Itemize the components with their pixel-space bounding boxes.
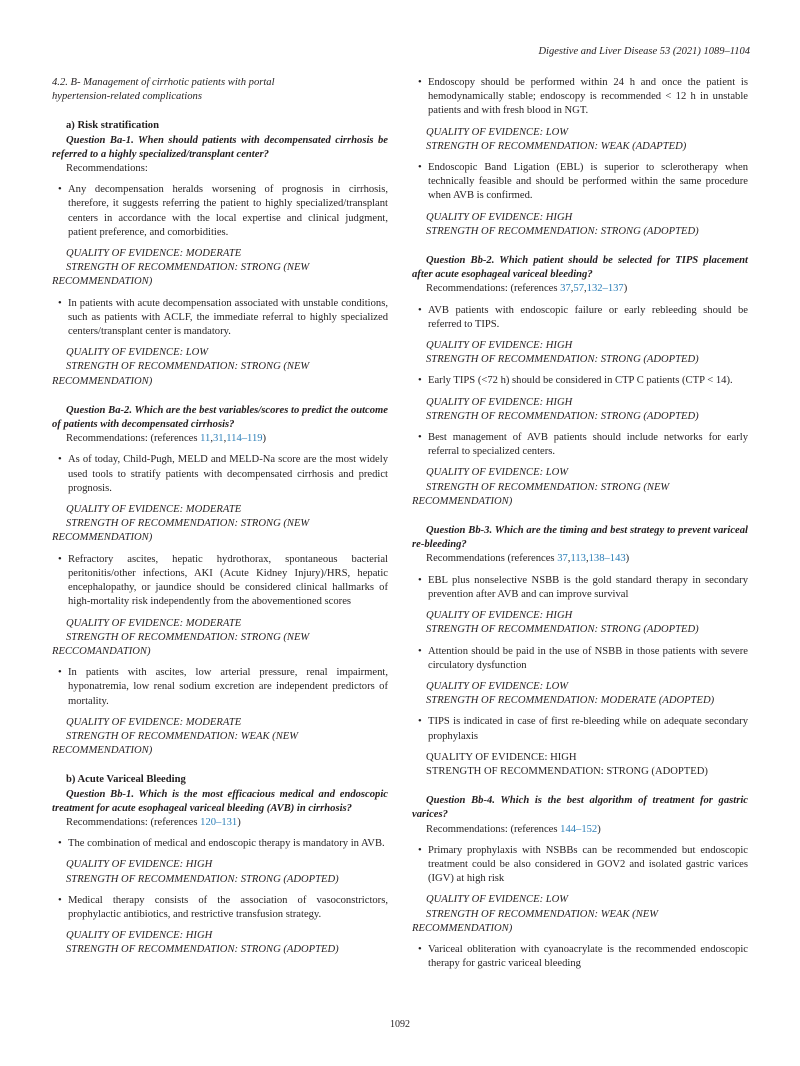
list-item: • Best management of AVB patients should include networks for early referral to specialized centers.: [412, 431, 748, 459]
reference-link[interactable]: 138–143: [588, 553, 626, 565]
strength-of-recommendation: STRENGTH OF RECOMMENDATION: STRONG (NEW RECOMMENDATION): [52, 518, 310, 544]
list-item: • Refractory ascites, hepatic hydrothorax, spontaneous bacterial peritonitis/other infections, AKI (Acute Kidney Injury)/HRS, hepatic encephalopathy, or jaundice should be considered clinical hallmarks of high-mortality risk independently from the abovementioned scores: [52, 553, 388, 610]
quality-of-evidence: QUALITY OF EVIDENCE: LOW: [426, 894, 569, 906]
reference-link[interactable]: 11: [200, 433, 211, 445]
strength-of-recommendation: STRENGTH OF RECOMMENDATION: STRONG (ADOPTED): [426, 354, 699, 366]
list-item: • Endoscopic Band Ligation (EBL) is superior to sclerotherapy when technically feasible and should be performed within the same procedure when AVB is confirmed.: [412, 161, 748, 204]
strength-of-recommendation: STRENGTH OF RECOMMENDATION: STRONG (NEW RECOMMENDATION): [412, 481, 670, 507]
quality-of-evidence: QUALITY OF EVIDENCE: HIGH: [426, 211, 573, 223]
list-item: • Any decompensation heralds worsening of prognosis in cirrhosis, therefore, it suggests referring the patient to highly specialized/transplant centers in accordance with the local expertise and clinical judgment, patient preference, and comorbidities.: [52, 183, 388, 240]
strength-of-recommendation: STRENGTH OF RECOMMENDATION: STRONG (NEW RECOMMENDATION): [52, 262, 310, 288]
quality-of-evidence: QUALITY OF EVIDENCE: MODERATE: [66, 617, 242, 629]
page-number: 1092: [390, 1019, 410, 1030]
quality-of-evidence: QUALITY OF EVIDENCE: HIGH: [426, 396, 573, 408]
list-item: • Variceal obliteration with cyanoacrylate is the recommended endoscopic therapy for gastric variceal bleeding: [412, 943, 748, 971]
reference-link[interactable]: 113: [570, 553, 586, 565]
list-item: • In patients with ascites, low arterial pressure, renal impairment, hyponatremia, low renal sodium excretion are independent predictors of mortality.: [52, 666, 388, 709]
quality-of-evidence: QUALITY OF EVIDENCE: HIGH: [66, 930, 213, 942]
list-item: • As of today, Child-Pugh, MELD and MELD-Na score are the most widely used tools to stratify patients with decompensated cirrhosis and predict prognosis.: [52, 453, 388, 496]
question-bb2: Question Bb-2. Which patient should be selected for TIPS placement after acute esophageal variceal bleeding?: [412, 255, 748, 281]
strength-of-recommendation: STRENGTH OF RECOMMENDATION: STRONG (ADOPTED): [66, 944, 339, 956]
recommendations-label: Recommendations: (references 144–152): [426, 823, 601, 835]
list-item: • AVB patients with endoscopic failure or early rebleeding should be referred to TIPS.: [412, 304, 748, 332]
strength-of-recommendation: STRENGTH OF RECOMMENDATION: WEAK (NEW RECOMMENDATION): [52, 730, 299, 757]
recommendations-label: Recommendations: (references 120–131): [66, 816, 241, 828]
strength-of-recommendation: STRENGTH OF RECOMMENDATION: WEAK (NEW RECOMMENDATION): [412, 908, 659, 934]
reference-link[interactable]: 114–119: [226, 433, 263, 445]
strength-of-recommendation: STRENGTH OF RECOMMENDATION: STRONG (ADOPTED): [66, 873, 339, 885]
strength-of-recommendation: STRENGTH OF RECOMMENDATION: STRONG (ADOPTED): [426, 624, 699, 636]
quality-of-evidence: QUALITY OF EVIDENCE: LOW: [426, 126, 569, 138]
quality-of-evidence: QUALITY OF EVIDENCE: MODERATE: [66, 716, 242, 728]
question-bb1: Question Bb-1. Which is the most efficacious medical and endoscopic treatment for acute esophageal variceal bleeding (AVB) in cirrhosis?: [52, 788, 388, 814]
list-item: • Attention should be paid in the use of NSBB in those patients with severe circulatory dysfunction: [412, 645, 748, 673]
reference-link[interactable]: 132–137: [586, 283, 624, 295]
list-item: • Medical therapy consists of the association of vasoconstrictors, prophylactic antibiotics, and restrictive transfusion strategy.: [52, 894, 388, 922]
quality-of-evidence: QUALITY OF EVIDENCE: HIGH: [66, 859, 213, 871]
list-item: • EBL plus nonselective NSBB is the gold standard therapy in secondary prevention after AVB and can improve survival: [412, 574, 748, 602]
list-item: • The combination of medical and endoscopic therapy is mandatory in AVB.: [52, 837, 388, 851]
list-item: • In patients with acute decompensation associated with unstable conditions, such as patients with ACLF, the immediate referral to highly specialized centers/transplant center is mandatory.: [52, 297, 388, 340]
reference-link[interactable]: 31: [213, 433, 224, 445]
right-column: [412, 76, 748, 971]
strength-of-recommendation: STRENGTH OF RECOMMENDATION: MODERATE (ADOPTED): [426, 695, 715, 707]
reference-link[interactable]: 144–152: [560, 823, 598, 835]
recommendations-label: Recommendations (references 37,113,138–143): [426, 553, 630, 565]
recommendations-label: Recommendations: (references 37,57,132–137): [426, 283, 628, 295]
recommendations-label: Recommendations: (references 11,31,114–119): [66, 433, 267, 445]
quality-of-evidence: QUALITY OF EVIDENCE: LOW: [426, 467, 569, 479]
question-bb3: Question Bb-3. Which are the timing and best strategy to prevent variceal re-bleeding?: [412, 525, 748, 551]
quality-of-evidence: QUALITY OF EVIDENCE: MODERATE: [66, 504, 242, 516]
quality-of-evidence: QUALITY OF EVIDENCE: MODERATE: [66, 248, 242, 260]
strength-of-recommendation: STRENGTH OF RECOMMENDATION: STRONG (ADOPTED): [426, 225, 699, 237]
subsection-title: 4.2. B- Management of cirrhotic patients with portal hypertension-related complications: [52, 77, 275, 103]
list-item: • TIPS is indicated in case of first re-bleeding while on adequate secondary prophylaxis: [412, 715, 748, 743]
strength-of-recommendation: STRENGTH OF RECOMMENDATION: STRONG (ADOPTED): [426, 765, 708, 777]
reference-link[interactable]: 37: [557, 553, 568, 565]
quality-of-evidence: QUALITY OF EVIDENCE: HIGH: [426, 610, 573, 622]
heading-risk-stratification: a) Risk stratification: [66, 120, 159, 132]
strength-of-recommendation: STRENGTH OF RECOMMENDATION: WEAK (ADAPTED): [426, 140, 687, 152]
strength-of-recommendation: STRENGTH OF RECOMMENDATION: STRONG (ADOPTED): [426, 410, 699, 422]
left-column: [52, 76, 388, 958]
journal-header: Digestive and Liver Disease 53 (2021) 1089–1104: [538, 46, 750, 57]
reference-link[interactable]: 120–131: [200, 816, 238, 828]
quality-of-evidence: QUALITY OF EVIDENCE: LOW: [66, 347, 209, 359]
reference-link[interactable]: 57: [573, 283, 584, 295]
reference-link[interactable]: 37: [560, 283, 571, 295]
quality-of-evidence: QUALITY OF EVIDENCE: HIGH: [426, 340, 573, 352]
recommendations-label: Recommendations:: [66, 163, 148, 175]
strength-of-recommendation: STRENGTH OF RECOMMENDATION: STRONG (NEW RECOMMENDATION): [52, 361, 310, 387]
heading-acute-variceal-bleeding: b) Acute Variceal Bleeding: [66, 774, 186, 786]
question-ba1: Question Ba-1. When should patients with decompensated cirrhosis be referred to a highly specialized/transplant center?: [52, 134, 388, 160]
list-item: • Primary prophylaxis with NSBBs can be recommended but endoscopic treatment could be also considered in GOV2 and isolated gastric varices (IGV) at high risk: [412, 844, 748, 887]
question-bb4: Question Bb-4. Which is the best algorithm of treatment for gastric varices?: [412, 795, 748, 821]
quality-of-evidence: QUALITY OF EVIDENCE: HIGH: [426, 751, 577, 763]
quality-of-evidence: QUALITY OF EVIDENCE: LOW: [426, 680, 569, 692]
list-item: • Endoscopy should be performed within 24 h and once the patient is hemodynamically stable; endoscopy is recommended < 12 h in unstable patients and with fresh blood in NGT.: [412, 76, 748, 119]
list-item: • Early TIPS (<72 h) should be considered in CTP C patients (CTP < 14).: [412, 374, 748, 388]
strength-of-recommendation: STRENGTH OF RECOMMENDATION: STRONG (NEW RECCOMANDATION): [52, 631, 310, 657]
question-ba2: Question Ba-2. Which are the best variables/scores to predict the outcome of patients with decompensated cirrhosis?: [52, 404, 388, 431]
